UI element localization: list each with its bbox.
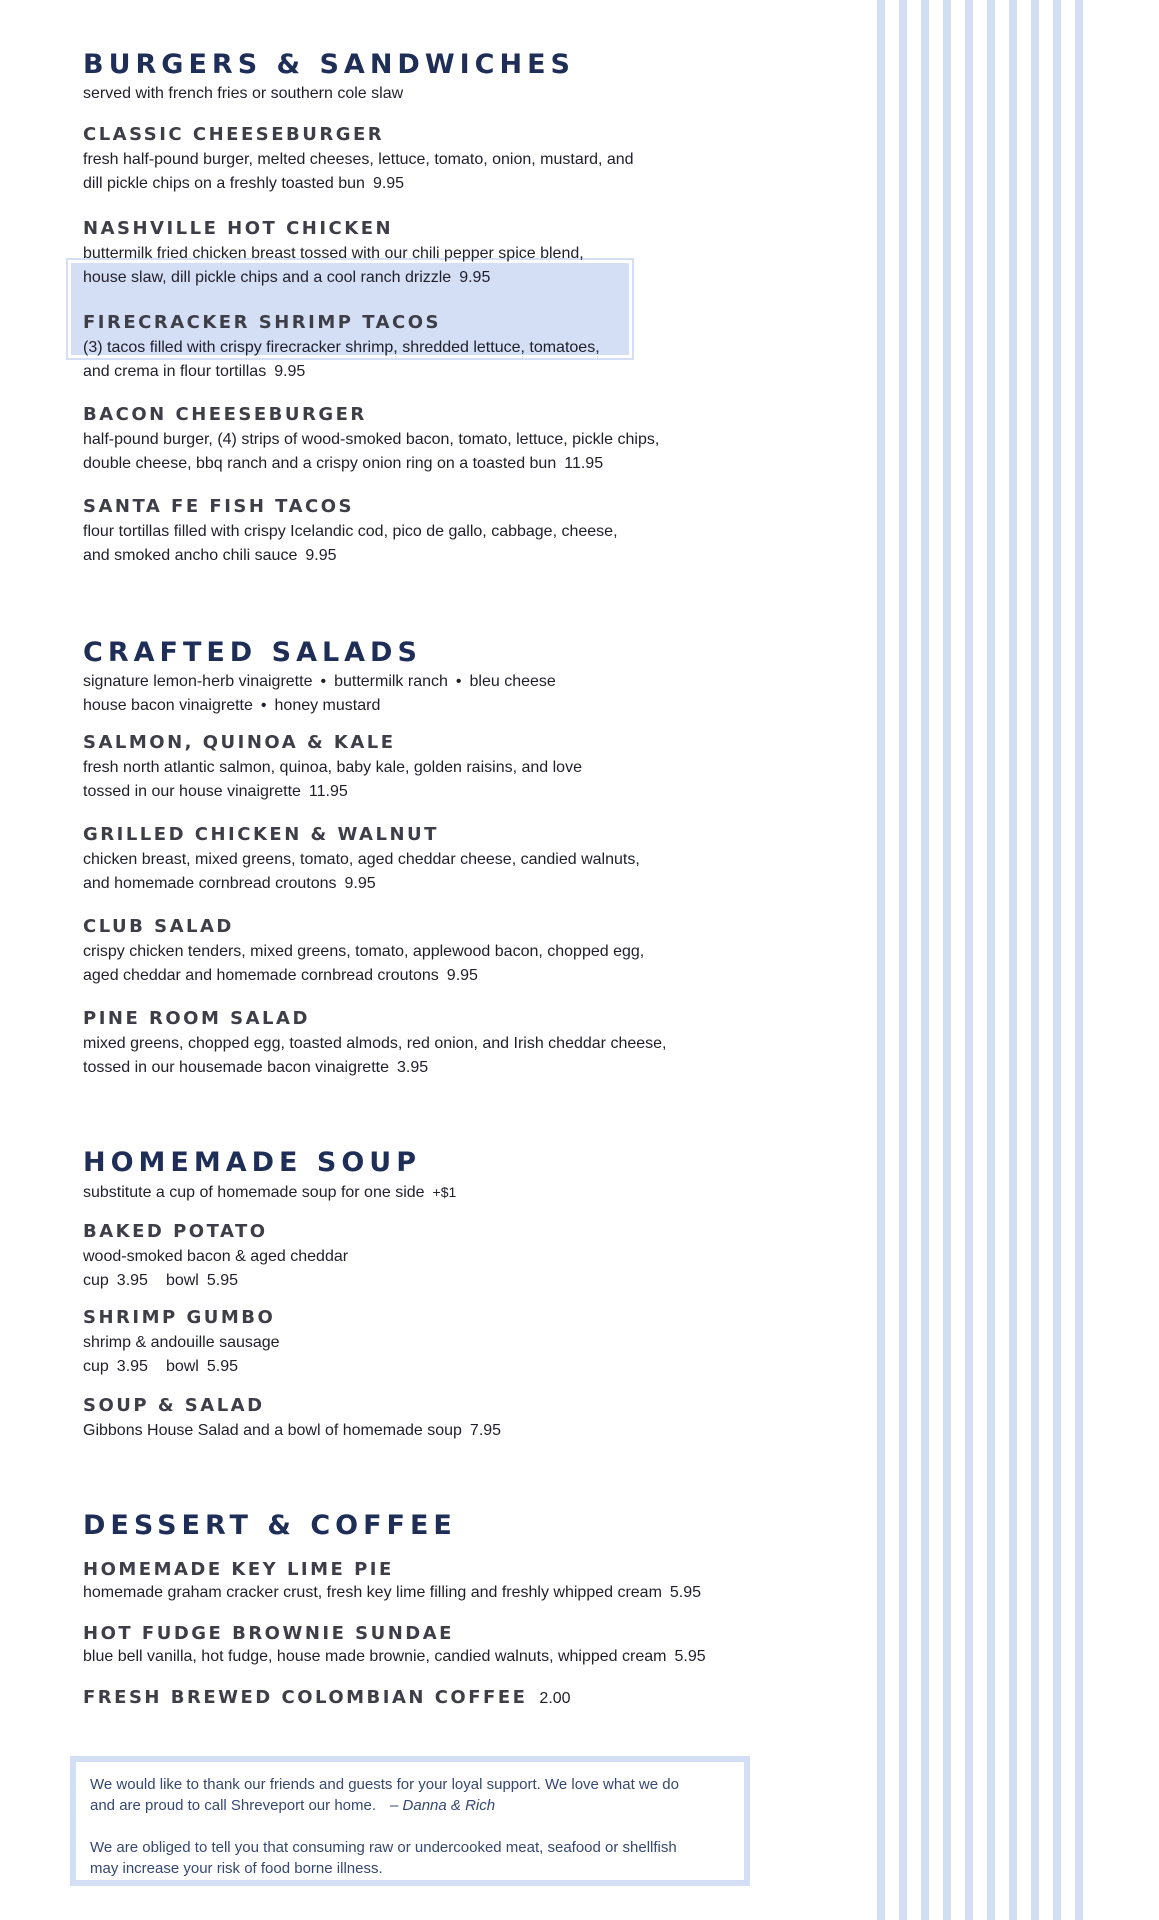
item-name: HOMEMADE KEY LIME PIE bbox=[83, 1559, 394, 1580]
item-name: FIRECRACKER SHRIMP TACOS bbox=[83, 312, 441, 333]
item-description: flour tortillas filled with crispy Icelandic cod, pico de gallo, cabbage, cheese, bbox=[83, 523, 618, 540]
decorative-stripes bbox=[877, 0, 1159, 1920]
item-description: wood-smoked bacon & aged cheddar bbox=[83, 1248, 349, 1265]
item-description bbox=[83, 1056, 783, 1080]
section-subtitle: served with french fries or southern cole slaw bbox=[83, 85, 404, 102]
item-name: PINE ROOM SALAD bbox=[83, 1008, 310, 1029]
thanks-message: We would like to thank our friends and guests for your loyal support. We love what we do bbox=[90, 1776, 679, 1793]
item-description-line: and homemade cornbread croutons bbox=[83, 875, 337, 892]
cup-label: cup bbox=[83, 1358, 109, 1375]
cup-price: 3.95 bbox=[116, 1358, 148, 1375]
item-price: 9.95 bbox=[305, 547, 337, 564]
item-description bbox=[83, 360, 783, 384]
bowl-price: 5.95 bbox=[206, 1358, 238, 1375]
item-description-line: tossed in our house vinaigrette bbox=[83, 783, 301, 800]
item-name: BAKED POTATO bbox=[83, 1221, 268, 1242]
notice-box bbox=[70, 1756, 750, 1886]
health-warning: may increase your risk of food borne illness. bbox=[90, 1860, 383, 1877]
item-price: 3.95 bbox=[396, 1059, 429, 1076]
stripe bbox=[921, 0, 929, 1920]
item-description-line: house slaw, dill pickle chips and a cool ranch drizzle bbox=[83, 269, 452, 286]
item-price: 5.95 bbox=[674, 1648, 706, 1665]
cup-label: cup bbox=[83, 1272, 109, 1289]
item-description: buttermilk fried chicken breast tossed with our chili pepper spice blend, bbox=[83, 245, 584, 262]
item-price: 11.95 bbox=[308, 783, 348, 800]
menu-item bbox=[83, 914, 783, 988]
item-description bbox=[83, 544, 783, 568]
menu-item bbox=[83, 1006, 783, 1080]
stripe bbox=[1075, 0, 1083, 1920]
bowl-label: bowl bbox=[165, 1272, 199, 1289]
menu-item bbox=[83, 402, 783, 476]
item-prices bbox=[83, 1269, 783, 1293]
item-name: SANTA FE FISH TACOS bbox=[83, 496, 354, 517]
dressing: honey mustard bbox=[274, 697, 381, 714]
item-name: SHRIMP GUMBO bbox=[83, 1307, 276, 1328]
item-description-line: homemade graham cracker crust, fresh key lime filling and freshly whipped cream bbox=[83, 1584, 662, 1601]
stripe bbox=[899, 0, 907, 1920]
spacer bbox=[90, 1816, 730, 1837]
item-description: (3) tacos filled with crispy firecracker shrimp, shredded lettuce, tomatoes, bbox=[83, 339, 600, 356]
dressings-line bbox=[83, 670, 783, 694]
item-price: 2.00 bbox=[539, 1690, 571, 1707]
item-prices bbox=[83, 1355, 783, 1379]
subtitle-price: +$1 bbox=[432, 1184, 457, 1200]
stripe bbox=[1031, 0, 1039, 1920]
item-description: shrimp & andouille sausage bbox=[83, 1334, 280, 1351]
item-name: SOUP & SALAD bbox=[83, 1395, 265, 1416]
dressing: buttermilk ranch bbox=[334, 673, 448, 690]
section-title: BURGERS & SANDWICHES bbox=[83, 49, 575, 80]
section-burgers bbox=[83, 48, 783, 568]
item-name: HOT FUDGE BROWNIE SUNDAE bbox=[83, 1623, 454, 1644]
item-description-line: blue bell vanilla, hot fudge, house made brownie, candied walnuts, whipped cream bbox=[83, 1648, 667, 1665]
item-name: FRESH BREWED COLOMBIAN COFFEE bbox=[83, 1687, 528, 1708]
menu-item bbox=[83, 1687, 783, 1708]
item-description-line: aged cheddar and homemade cornbread croutons bbox=[83, 967, 439, 984]
item-description: mixed greens, chopped egg, toasted almods, red onion, and Irish cheddar cheese, bbox=[83, 1035, 667, 1052]
item-description bbox=[83, 1419, 783, 1443]
item-price: 9.95 bbox=[274, 363, 306, 380]
thanks-message bbox=[90, 1795, 730, 1816]
section-subtitle bbox=[83, 1180, 783, 1205]
dressing: house bacon vinaigrette bbox=[83, 697, 253, 714]
section-subtitle-text: substitute a cup of homemade soup for one side bbox=[83, 1184, 425, 1201]
item-description bbox=[83, 964, 783, 988]
item-description: crispy chicken tenders, mixed greens, tomato, applewood bacon, chopped egg, bbox=[83, 943, 645, 960]
stripe bbox=[965, 0, 973, 1920]
item-description-line: and crema in flour tortillas bbox=[83, 363, 267, 380]
item-price: 9.95 bbox=[372, 175, 405, 192]
menu-item bbox=[83, 1559, 783, 1605]
item-description: half-pound burger, (4) strips of wood-smoked bacon, tomato, lettuce, pickle chips, bbox=[83, 431, 660, 448]
section-soup bbox=[83, 1146, 783, 1443]
item-price: 9.95 bbox=[344, 875, 376, 892]
bullet-separator: • bbox=[260, 697, 267, 714]
menu-item bbox=[83, 494, 783, 568]
health-warning: We are obliged to tell you that consuming raw or undercooked meat, seafood or shellfish bbox=[90, 1839, 677, 1856]
item-description bbox=[83, 266, 783, 290]
menu-item bbox=[83, 122, 783, 196]
stripe bbox=[1053, 0, 1061, 1920]
item-description-line: tossed in our housemade bacon vinaigrette bbox=[83, 1059, 389, 1076]
item-name: CLASSIC CHEESEBURGER bbox=[83, 124, 385, 145]
item-description: fresh north atlantic salmon, quinoa, baby kale, golden raisins, and love bbox=[83, 759, 582, 776]
menu-item bbox=[83, 822, 783, 896]
item-description: chicken breast, mixed greens, tomato, aged cheddar cheese, candied walnuts, bbox=[83, 851, 640, 868]
menu-item bbox=[83, 730, 783, 804]
section-title: CRAFTED SALADS bbox=[83, 637, 422, 668]
section-title: DESSERT & COFFEE bbox=[83, 1510, 457, 1541]
item-description-line: dill pickle chips on a freshly toasted bun bbox=[83, 175, 365, 192]
item-price: 9.95 bbox=[446, 967, 478, 984]
item-price: 5.95 bbox=[669, 1584, 702, 1601]
item-description bbox=[83, 452, 783, 476]
menu-item-highlighted bbox=[83, 216, 783, 290]
item-description bbox=[83, 780, 783, 804]
stripe bbox=[943, 0, 951, 1920]
dressings-line bbox=[83, 694, 783, 718]
item-price: 7.95 bbox=[469, 1422, 502, 1439]
item-name: NASHVILLE HOT CHICKEN bbox=[83, 218, 394, 239]
bullet-separator: • bbox=[455, 673, 462, 690]
signature: – Danna & Rich bbox=[390, 1797, 496, 1814]
item-description-line: Gibbons House Salad and a bowl of homemade soup bbox=[83, 1422, 462, 1439]
dressing: bleu cheese bbox=[469, 673, 556, 690]
stripe bbox=[877, 0, 885, 1920]
section-title: HOMEMADE SOUP bbox=[83, 1147, 421, 1178]
bowl-label: bowl bbox=[165, 1358, 199, 1375]
cup-price: 3.95 bbox=[116, 1272, 148, 1289]
item-name: SALMON, QUINOA & KALE bbox=[83, 732, 396, 753]
item-description bbox=[83, 172, 783, 196]
menu-item bbox=[83, 1393, 783, 1443]
item-line bbox=[83, 1687, 783, 1708]
item-description: fresh half-pound burger, melted cheeses, lettuce, tomato, onion, mustard, and bbox=[83, 151, 634, 168]
menu-item bbox=[83, 1305, 783, 1379]
bowl-price: 5.95 bbox=[206, 1272, 238, 1289]
item-description-line: and smoked ancho chili sauce bbox=[83, 547, 298, 564]
section-salads bbox=[83, 636, 783, 1080]
menu-item bbox=[83, 1219, 783, 1293]
section-dessert bbox=[83, 1509, 783, 1708]
item-description bbox=[83, 872, 783, 896]
item-description-line: double cheese, bbq ranch and a crispy onion ring on a toasted bun bbox=[83, 455, 557, 472]
item-description bbox=[83, 1581, 783, 1605]
item-name: CLUB SALAD bbox=[83, 916, 234, 937]
bullet-separator: • bbox=[320, 673, 327, 690]
dressing: signature lemon-herb vinaigrette bbox=[83, 673, 313, 690]
thanks-message-line: and are proud to call Shreveport our home. bbox=[90, 1797, 377, 1814]
item-description bbox=[83, 1645, 783, 1669]
item-name: BACON CHEESEBURGER bbox=[83, 404, 367, 425]
menu-body bbox=[83, 48, 783, 1708]
stripe bbox=[1009, 0, 1017, 1920]
stripe bbox=[987, 0, 995, 1920]
item-price: 11.95 bbox=[564, 455, 604, 472]
item-price: 9.95 bbox=[459, 269, 491, 286]
item-name: GRILLED CHICKEN & WALNUT bbox=[83, 824, 439, 845]
menu-item bbox=[83, 310, 783, 384]
menu-item bbox=[83, 1623, 783, 1669]
